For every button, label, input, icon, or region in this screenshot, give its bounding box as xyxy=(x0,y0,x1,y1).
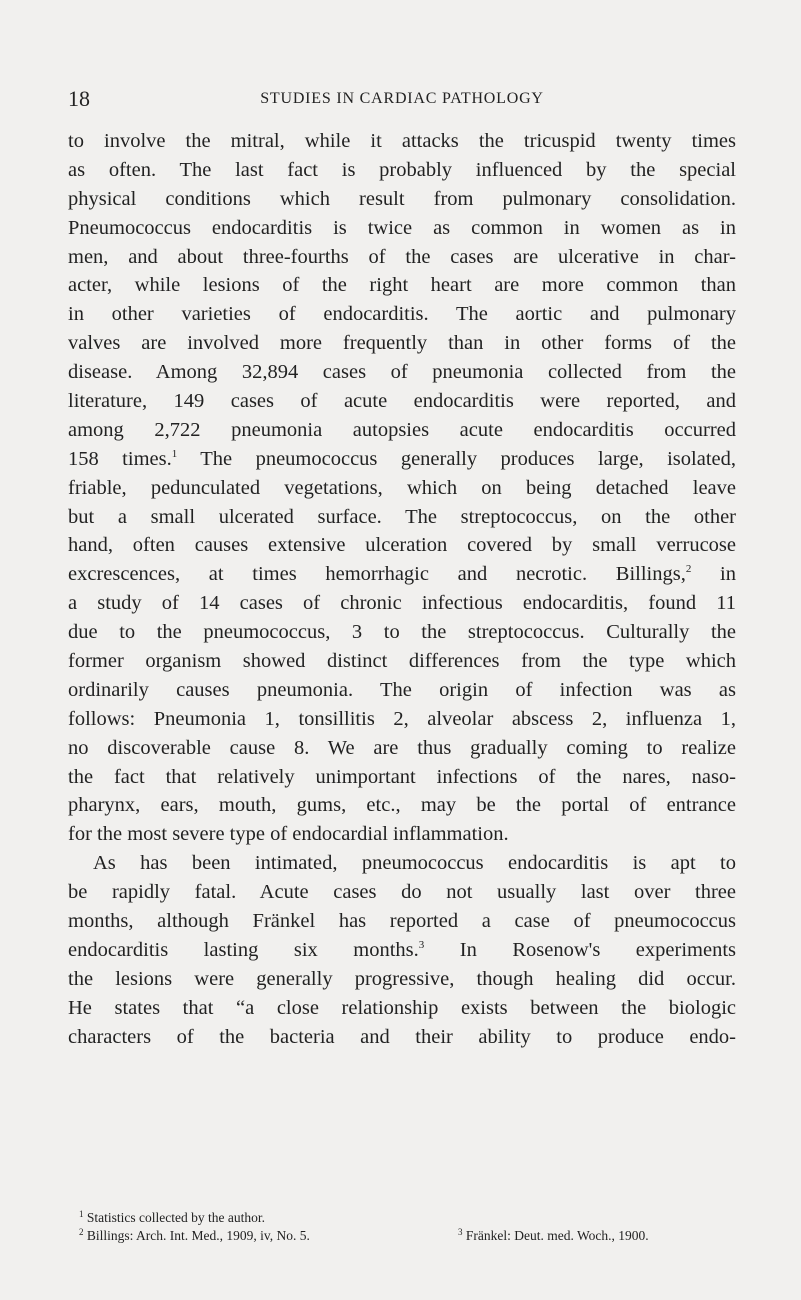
text-line: As has been intimated, pneumococcus endocarditis is apt to xyxy=(93,852,736,875)
text-line xyxy=(68,560,736,589)
footnote-mark: 1 xyxy=(79,1209,84,1219)
text-line: the fact that relatively unimportant infections of the nares, naso- xyxy=(68,765,736,788)
text-line: literature, 149 cases of acute endocarditis were reported, and xyxy=(68,390,736,413)
text-line: due to the pneumococcus, 3 to the streptococcus. Culturally the xyxy=(68,621,736,644)
footnote-ref-1: 1 xyxy=(171,447,178,460)
text-line: hand, often causes extensive ulceration covered by small verrucose xyxy=(68,534,736,557)
text-line: pharynx, ears, mouth, gums, etc., may be the portal of entrance xyxy=(68,794,736,817)
text-line: months, although Fränkel has reported a case of pneumococcus xyxy=(68,910,736,933)
footnote-body: Statistics collected by the author. xyxy=(83,1210,265,1225)
text-line: characters of the bacteria and their ability to produce endo- xyxy=(68,1025,736,1048)
text-fragment: endocarditis lasting six months. xyxy=(68,938,419,961)
text-line: acter, while lesions of the right heart are more common than xyxy=(68,274,736,297)
text-line: disease. Among 32,894 cases of pneumonia collected from the xyxy=(68,361,736,384)
text-fragment: in xyxy=(691,563,736,586)
text-line: as often. The last fact is probably influenced by the special xyxy=(68,158,736,181)
text-line: but a small ulcerated surface. The streptococcus, on the other xyxy=(68,505,736,528)
text-fragment: 158 times. xyxy=(68,447,172,470)
text-fragment: In Rosenow's experiments xyxy=(424,938,736,961)
text-line: in other varieties of endocarditis. The aortic and pulmonary xyxy=(68,303,736,326)
text-line: Pneumococcus endocarditis is twice as common in women as in xyxy=(68,216,736,239)
footnote-3 xyxy=(458,1227,739,1245)
text-line: to involve the mitral, while it attacks the tricuspid twenty times xyxy=(68,130,736,152)
footnotes xyxy=(79,1209,739,1245)
running-head: STUDIES IN CARDIAC PATHOLOGY xyxy=(260,90,544,107)
text-line: for the most severe type of endocardial inflammation. xyxy=(68,823,509,846)
text-line xyxy=(68,445,736,474)
text-line: ordinarily causes pneumonia. The origin of infection was as xyxy=(68,678,736,701)
footnote-body: Fränkel: Deut. med. Woch., 1900. xyxy=(462,1228,649,1243)
text-line: friable, pedunculated vegetations, which on being detached leave xyxy=(68,476,736,499)
footnote-mark: 3 xyxy=(458,1227,463,1237)
text-line: be rapidly fatal. Acute cases do not usually last over three xyxy=(68,881,736,904)
text-line: follows: Pneumonia 1, tonsillitis 2, alveolar abscess 2, influenza 1, xyxy=(68,707,736,730)
footnote-ref-2: 2 xyxy=(685,563,692,576)
footnote-body: Billings: Arch. Int. Med., 1909, iv, No. 5. xyxy=(83,1228,310,1243)
page-number: 18 xyxy=(68,86,90,111)
footnote-2 xyxy=(79,1227,458,1245)
footnote-row xyxy=(79,1227,739,1245)
page-header xyxy=(68,86,736,116)
footnote-1 xyxy=(79,1209,739,1227)
footnote-ref-3: 3 xyxy=(418,938,425,951)
text-fragment: excrescences, at times hemorrhagic and necrotic. Billings, xyxy=(68,563,686,586)
footnote-mark: 2 xyxy=(79,1227,84,1237)
text-line xyxy=(68,936,736,965)
text-line: a study of 14 cases of chronic infectious endocarditis, found 11 xyxy=(68,592,736,615)
body-text xyxy=(68,127,736,1052)
text-fragment: The pneumococcus generally produces large, isolated, xyxy=(177,447,736,470)
text-line: men, and about three-fourths of the cases are ulcerative in char- xyxy=(68,245,736,268)
text-line: physical conditions which result from pulmonary consolidation. xyxy=(68,187,736,210)
footnote-text xyxy=(79,1209,265,1227)
text-line: among 2,722 pneumonia autopsies acute endocarditis occurred xyxy=(68,418,736,441)
text-line: He states that “a close relationship exists between the biologic xyxy=(68,996,736,1019)
text-line: the lesions were generally progressive, though healing did occur. xyxy=(68,967,736,990)
text-line: valves are involved more frequently than in other forms of the xyxy=(68,332,736,355)
text-line: no discoverable cause 8. We are thus gradually coming to realize xyxy=(68,736,736,759)
text-line: former organism showed distinct differences from the type which xyxy=(68,650,736,673)
